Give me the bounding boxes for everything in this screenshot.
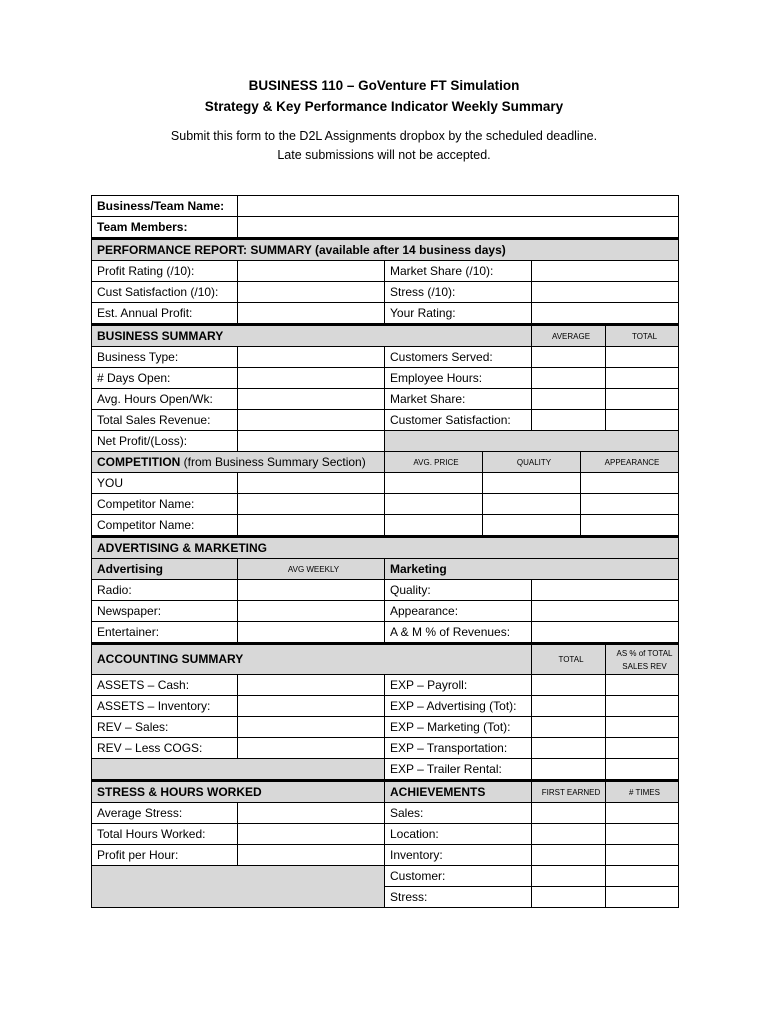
rev-cogs-label: REV – Less COGS: (92, 738, 238, 759)
employee-hours-label: Employee Hours: (385, 368, 532, 389)
achievement-stress-label: Stress: (385, 887, 532, 908)
total-hours-field[interactable] (238, 824, 385, 845)
competitor-1-appearance[interactable] (581, 494, 679, 515)
stress-achievements-heading-row (92, 781, 679, 803)
table-row (92, 696, 679, 717)
market-share-rating-field[interactable] (532, 261, 679, 282)
radio-field[interactable] (238, 580, 385, 601)
table-row (92, 622, 679, 644)
customer-satisfaction-label: Customer Satisfaction: (385, 410, 532, 431)
competitor-2-appearance[interactable] (581, 515, 679, 537)
customer-satisfaction-total[interactable] (606, 410, 679, 431)
achievement-customer-label: Customer: (385, 866, 532, 887)
est-annual-profit-label: Est. Annual Profit: (92, 303, 238, 325)
exp-trailer-total[interactable] (532, 759, 606, 781)
total-sales-field[interactable] (238, 410, 385, 431)
table-row (92, 282, 679, 303)
rev-sales-field[interactable] (238, 717, 385, 738)
exp-payroll-label: EXP – Payroll: (385, 675, 532, 696)
form-title: BUSINESS 110 – GoVenture FT Simulation (248, 78, 520, 93)
table-row (92, 738, 679, 759)
competitor-2-name-field[interactable] (238, 515, 385, 537)
advertising-heading-row (92, 537, 679, 559)
achievement-inventory-label: Inventory: (385, 845, 532, 866)
exp-transportation-pct[interactable] (606, 738, 679, 759)
total-sales-label: Total Sales Revenue: (92, 410, 238, 431)
achievements-heading: ACHIEVEMENTS (385, 781, 532, 803)
table-row (92, 824, 679, 845)
achievement-location-first[interactable] (532, 824, 606, 845)
exp-advertising-total[interactable] (532, 696, 606, 717)
table-row (92, 580, 679, 601)
team-members-row (92, 217, 679, 239)
form-subtitle: Strategy & Key Performance Indicator Weekly Summary (204, 99, 564, 114)
competition-heading-note: (from Business Summary Section) (180, 454, 366, 469)
exp-advertising-pct[interactable] (606, 696, 679, 717)
shaded-cell (92, 866, 385, 908)
exp-payroll-pct[interactable] (606, 675, 679, 696)
employee-hours-average[interactable] (532, 368, 606, 389)
pct-sales-column-header (606, 644, 679, 675)
table-row (92, 431, 679, 452)
avg-hours-label: Avg. Hours Open/Wk: (92, 389, 238, 410)
table-row (92, 515, 679, 537)
your-rating-label: Your Rating: (385, 303, 532, 325)
exp-advertising-label: EXP – Advertising (Tot): (385, 696, 532, 717)
quality-column-header: QUALITY (483, 452, 581, 473)
team-name-row (92, 196, 679, 217)
rev-cogs-field[interactable] (238, 738, 385, 759)
days-open-field[interactable] (238, 368, 385, 389)
accounting-heading-row (92, 644, 679, 675)
you-quality[interactable] (483, 473, 581, 494)
achievement-customer-times[interactable] (606, 866, 679, 887)
table-row (92, 675, 679, 696)
achievement-location-label: Location: (385, 824, 532, 845)
business-type-label: Business Type: (92, 347, 238, 368)
am-percent-field[interactable] (532, 622, 679, 644)
exp-marketing-pct[interactable] (606, 717, 679, 738)
profit-per-hour-label: Profit per Hour: (92, 845, 238, 866)
total-hours-label: Total Hours Worked: (92, 824, 238, 845)
competition-heading-text: COMPETITION (97, 454, 181, 469)
achievement-sales-first[interactable] (532, 803, 606, 824)
exp-transportation-total[interactable] (532, 738, 606, 759)
shaded-cell (92, 759, 385, 781)
instruction-line-1: Submit this form to the D2L Assignments dropbox by the scheduled deadline. (170, 129, 598, 143)
profit-rating-field[interactable] (238, 261, 385, 282)
advertising-heading: ADVERTISING & MARKETING (92, 537, 679, 559)
pct-sales-header-line-2: SALES REV (622, 661, 667, 671)
net-profit-field[interactable] (238, 431, 385, 452)
team-name-label: Business/Team Name: (92, 196, 238, 217)
average-stress-label: Average Stress: (92, 803, 238, 824)
achievement-customer-first[interactable] (532, 866, 606, 887)
you-name-field[interactable] (238, 473, 385, 494)
table-row (92, 347, 679, 368)
competitor-1-name-field[interactable] (238, 494, 385, 515)
table-row (92, 368, 679, 389)
advertising-subheading-row (92, 559, 679, 580)
marketing-subheading: Marketing (385, 559, 679, 580)
appearance-column-header: APPEARANCE (581, 452, 679, 473)
times-column-header: # TIMES (606, 781, 679, 803)
rev-sales-label: REV – Sales: (92, 717, 238, 738)
table-row (92, 410, 679, 431)
you-appearance[interactable] (581, 473, 679, 494)
exp-transportation-label: EXP – Transportation: (385, 738, 532, 759)
achievement-sales-label: Sales: (385, 803, 532, 824)
table-row (92, 389, 679, 410)
market-share-label: Market Share: (385, 389, 532, 410)
accounting-heading: ACCOUNTING SUMMARY (92, 644, 532, 675)
profit-rating-label: Profit Rating (/10): (92, 261, 238, 282)
team-members-label: Team Members: (92, 217, 238, 239)
newspaper-field[interactable] (238, 601, 385, 622)
business-type-field[interactable] (238, 347, 385, 368)
team-members-field[interactable] (238, 217, 679, 239)
business-summary-heading: BUSINESS SUMMARY (92, 325, 532, 347)
marketing-quality-field[interactable] (532, 580, 679, 601)
avg-weekly-column-header: AVG WEEKLY (238, 559, 385, 580)
exp-marketing-label: EXP – Marketing (Tot): (385, 717, 532, 738)
employee-hours-total[interactable] (606, 368, 679, 389)
competitor-2-quality[interactable] (483, 515, 581, 537)
avg-hours-field[interactable] (238, 389, 385, 410)
you-avg-price[interactable] (385, 473, 483, 494)
shaded-cell (385, 431, 679, 452)
total-column-header: TOTAL (606, 325, 679, 347)
kpi-summary-form (91, 195, 679, 908)
achievement-inventory-first[interactable] (532, 845, 606, 866)
table-row (92, 601, 679, 622)
market-share-total[interactable] (606, 389, 679, 410)
exp-trailer-label: EXP – Trailer Rental: (385, 759, 532, 781)
competitor-1-label: Competitor Name: (92, 494, 238, 515)
newspaper-label: Newspaper: (92, 601, 238, 622)
table-row (92, 759, 679, 781)
net-profit-label: Net Profit/(Loss): (92, 431, 238, 452)
entertainer-label: Entertainer: (92, 622, 238, 644)
assets-cash-label: ASSETS – Cash: (92, 675, 238, 696)
customers-served-label: Customers Served: (385, 347, 532, 368)
assets-inventory-field[interactable] (238, 696, 385, 717)
competitor-1-avg-price[interactable] (385, 494, 483, 515)
market-share-average[interactable] (532, 389, 606, 410)
customers-served-total[interactable] (606, 347, 679, 368)
instruction-line-2: Late submissions will not be accepted. (277, 148, 491, 162)
first-earned-column-header: FIRST EARNED (532, 781, 606, 803)
performance-heading: PERFORMANCE REPORT: SUMMARY (available after 14 business days) (92, 239, 679, 261)
team-name-field[interactable] (238, 196, 679, 217)
achievement-stress-first[interactable] (532, 887, 606, 908)
competition-heading-row (92, 452, 679, 473)
business-summary-heading-row (92, 325, 679, 347)
average-column-header: AVERAGE (532, 325, 606, 347)
table-row (92, 803, 679, 824)
table-row (92, 494, 679, 515)
table-row (92, 845, 679, 866)
advertising-subheading: Advertising (92, 559, 238, 580)
cust-satisfaction-field[interactable] (238, 282, 385, 303)
achievement-sales-times[interactable] (606, 803, 679, 824)
average-stress-field[interactable] (238, 803, 385, 824)
achievement-location-times[interactable] (606, 824, 679, 845)
achievement-inventory-times[interactable] (606, 845, 679, 866)
table-row (92, 303, 679, 325)
exp-payroll-total[interactable] (532, 675, 606, 696)
assets-cash-field[interactable] (238, 675, 385, 696)
customers-served-average[interactable] (532, 347, 606, 368)
exp-trailer-pct[interactable] (606, 759, 679, 781)
you-label: YOU (92, 473, 238, 494)
competitor-2-label: Competitor Name: (92, 515, 238, 537)
pct-sales-header-line-1: AS % of TOTAL (616, 648, 673, 658)
marketing-appearance-label: Appearance: (385, 601, 532, 622)
marketing-quality-label: Quality: (385, 580, 532, 601)
exp-marketing-total[interactable] (532, 717, 606, 738)
marketing-appearance-field[interactable] (532, 601, 679, 622)
avg-price-column-header: AVG. PRICE (385, 452, 483, 473)
competition-heading (92, 452, 385, 473)
your-rating-field[interactable] (532, 303, 679, 325)
assets-inventory-label: ASSETS – Inventory: (92, 696, 238, 717)
am-percent-label: A & M % of Revenues: (385, 622, 532, 644)
table-row (92, 261, 679, 282)
stress-rating-label: Stress (/10): (385, 282, 532, 303)
table-row (92, 866, 679, 887)
radio-label: Radio: (92, 580, 238, 601)
stress-hours-heading: STRESS & HOURS WORKED (92, 781, 385, 803)
days-open-label: # Days Open: (92, 368, 238, 389)
table-row (92, 717, 679, 738)
stress-rating-field[interactable] (532, 282, 679, 303)
est-annual-profit-field[interactable] (238, 303, 385, 325)
market-share-rating-label: Market Share (/10): (385, 261, 532, 282)
cust-satisfaction-label: Cust Satisfaction (/10): (92, 282, 238, 303)
competitor-1-quality[interactable] (483, 494, 581, 515)
entertainer-field[interactable] (238, 622, 385, 644)
achievement-stress-times[interactable] (606, 887, 679, 908)
table-row (92, 473, 679, 494)
competitor-2-avg-price[interactable] (385, 515, 483, 537)
customer-satisfaction-average[interactable] (532, 410, 606, 431)
performance-heading-row (92, 239, 679, 261)
accounting-total-column-header: TOTAL (532, 644, 606, 675)
profit-per-hour-field[interactable] (238, 845, 385, 866)
